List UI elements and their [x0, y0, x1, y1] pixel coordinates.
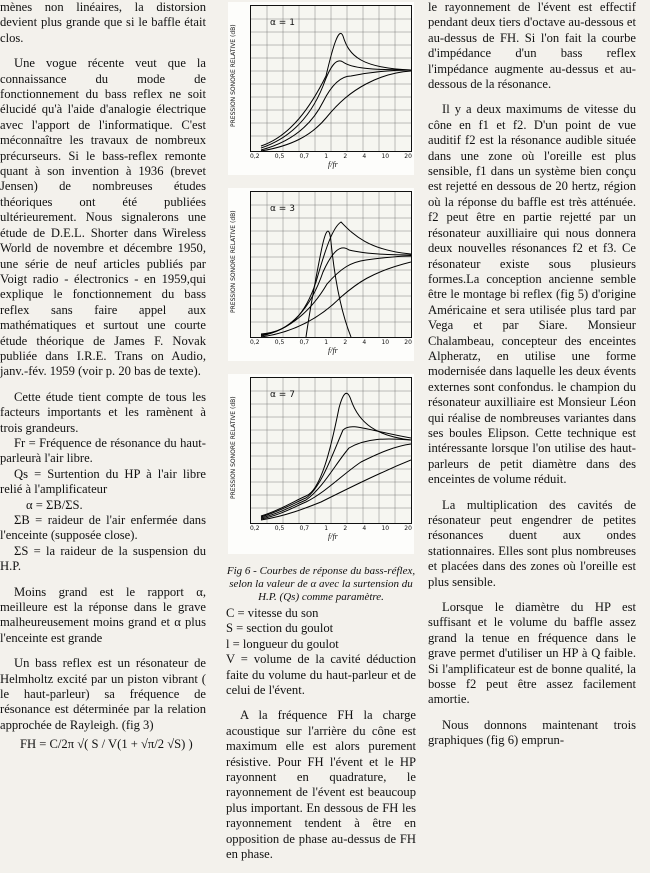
- paragraph: Nous donnons maintenant trois graphiques (fig 6) emprun-: [428, 717, 636, 748]
- x-tick: 4: [362, 525, 367, 532]
- x-ticks: [250, 339, 412, 346]
- definition-alpha: α = ΣB/ΣS.: [26, 497, 83, 512]
- definition-qs: Qs = Surtention du HP à l'air libre relié à l'amplificateur: [0, 466, 206, 497]
- column-right: [428, 0, 636, 759]
- alpha-label: α = 3: [270, 204, 295, 214]
- x-tick: 0,5: [274, 153, 285, 160]
- x-axis-label: f/fr: [328, 532, 338, 541]
- x-ticks: [250, 153, 412, 160]
- definition-v: V = volume de la cavité déduction faite du volume du haut-parleur et de celui de l'évent.: [226, 652, 416, 698]
- response-chart-2: [228, 188, 414, 361]
- x-tick: 0,2: [250, 339, 260, 346]
- x-tick: 20: [404, 525, 412, 532]
- x-tick: 2: [343, 339, 348, 346]
- x-tick: 2: [343, 525, 348, 532]
- x-tick: 0,7: [299, 339, 310, 346]
- response-chart-3: [228, 374, 414, 554]
- x-tick: 0,7: [299, 153, 310, 160]
- column-middle: [226, 606, 416, 873]
- curve-qs-1: [261, 61, 411, 148]
- definition-fr: Fr = Fréquence de résonance du haut-parleurà l'air libre.: [0, 435, 206, 466]
- x-ticks: [250, 525, 412, 532]
- x-tick: 10: [381, 153, 390, 160]
- alpha-label: α = 7: [270, 390, 295, 400]
- x-tick: 1: [324, 525, 329, 532]
- figure-caption: Fig 6 - Courbes de réponse du bass-réflex, selon la valeur de α avec la surtension du H.P. (Qs) comme paramètre.: [226, 565, 416, 603]
- paragraph: Moins grand est le rapport α, meilleure est la réponse dans le grave malheureusement moins grand et α plus l'enceinte est grande: [0, 584, 206, 645]
- definition-sigma-s: ΣS = la raideur de la suspension du H.P.: [0, 543, 206, 574]
- paragraph: Un bass reflex est un résonateur de Helmholtz excité par un piston vibrant ( le haut-parleur) sa fréquence de résonance est déterminée par la relation approchée de Rayleigh. (fig 3): [0, 656, 206, 732]
- x-tick: 1: [324, 153, 329, 160]
- x-tick: 0,2: [250, 153, 260, 160]
- x-tick: 0,5: [274, 525, 285, 532]
- column-left: [0, 0, 206, 753]
- x-tick: 10: [381, 525, 390, 532]
- definition-l: l = longueur du goulot: [226, 636, 339, 651]
- x-tick: 4: [362, 153, 367, 160]
- paragraph: A la fréquence FH la charge acoustique sur l'arrière du cône est maximum elle est alors purement résistive. Pour FH l'évent et le HP rayonnent en quadrature, le rayonnement de l'évent est beaucoup plus important. En dessous de FH les rayonnement tendent à être en opposition de phase au-dessus de FH en phase.: [226, 708, 416, 862]
- y-axis-label: PRESSION SONORE RELATIVE (dB): [230, 24, 237, 128]
- x-tick: 2: [343, 153, 348, 160]
- paragraph: Lorsque le diamètre du HP est suffisant et le volume du baffle assez grand la tenue en fréquence dans le grave permet d'utiliser un HP à Q faible. Si l'amplificateur est de bonne qualité, la bosse f2 peut être assez facilement amortie.: [428, 600, 636, 707]
- x-tick: 20: [404, 153, 412, 160]
- x-tick: 4: [362, 339, 367, 346]
- x-tick: 0,7: [299, 525, 310, 532]
- rayleigh-formula: FH = C/2π √( S / V(1 + √π/2 √S) ): [20, 737, 193, 752]
- paragraph: Cette étude tient compte de tous les facteurs importants et les ramènent à trois grandeurs.: [0, 389, 206, 435]
- definition-sigma-b: ΣB = raideur de l'air enfermée dans l'enceinte (supposée close).: [0, 513, 206, 543]
- curve-qs-2: [261, 33, 411, 146]
- response-chart-1: [228, 2, 414, 175]
- x-tick: 0,5: [274, 339, 285, 346]
- y-axis-label: PRESSION SONORE RELATIVE (dB): [230, 210, 237, 314]
- definition-s: S = section du goulot: [226, 621, 334, 636]
- x-tick: 20: [404, 339, 412, 346]
- alpha-label: α = 1: [270, 18, 295, 28]
- definition-c: C = vitesse du son: [226, 606, 319, 620]
- x-axis-label: f/fr: [328, 160, 338, 169]
- paragraph: mènes non linéaires, la distorsion devient plus grande que si le baffle était clos.: [0, 0, 206, 45]
- y-axis-label: PRESSION SONORE RELATIVE (dB): [230, 396, 237, 500]
- paragraph: Une vogue récente veut que la connaissance du mode de fonctionnement du bass reflex ne soit élucidé qu'à l'aide d'analogie électrique avec l'apport de l'informatique. C'est méconnaître les travaux de nombreux précurseurs. Si le bass-reflex remonte quant à son invention à 1936 (brevet Jensen) de nombreuses études théoriques ont été publiées ultérieurement. Nous signalerons une étude de D.E.L. Shorter dans Wireless World de novembre et décembre 1950, une série de neuf articles publiés par Voigt radio - électronics - en 1959,qui explique le fonctionnement du bass reflex sans faire appel aux mathématiques et surtout une courte étude théorique de James F. Novak publiée dans I.R.E. Trans on Audio, janv.-fév. 1959 (voir p. 20 bas de texte).: [0, 56, 206, 379]
- paragraph: Il y a deux maximums de vitesse du cône en f1 et f2. D'un point de vue auditif f2 est la résonance audible située dans une zone où l'oreille est plus sensible, f1 dans un système bien conçu est rejetté en dessous de 20 hertz, région où la réponse du baffle est très atténuée. f2 peut être en partie rejetté par un résonateur auxilliaire qui nous donnera deux nouvelles résonances f2 et f3. Ce résonateur existe sous plusieurs formes.La conception ancienne semble être le montage bi reflex (fig 5) d'origine Américaine et sera utilisée plus tard par Vega et par Siare. Monsieur Chalambeau, concepteur des enceintes Alpheratz, en utilise une forme modernisée dans laquelle les deux évents externes sont confondus. le champion du résonateur auxilliaire est Monsieur Léon qui réalise de nombreuses variantes dans ses boules Elipson. Cette technique est intéressante lorsque l'on utilise des haut-parleurs de petit diamètre dans des enceintes de volume réduit.: [428, 102, 636, 487]
- paragraph: le rayonnement de l'évent est effectif pendant deux tiers d'octave au-dessous et au-dessus de FH. Si l'on fait la courbe d'impédance d'un bass reflex l'impédance augmente au-dessus et au-dessous de la résonance.: [428, 0, 636, 92]
- x-tick: 0,2: [250, 525, 260, 532]
- x-tick: 10: [381, 339, 390, 346]
- x-axis-label: f/fr: [328, 346, 338, 355]
- paragraph: La multiplication des cavités de résonateur peut engendrer de petites résonances duent aux ondes stationnaires. Elles sont plus nombreuses et placées dans des zones où l'oreille est plus sensible.: [428, 497, 636, 589]
- x-tick: 1: [324, 339, 329, 346]
